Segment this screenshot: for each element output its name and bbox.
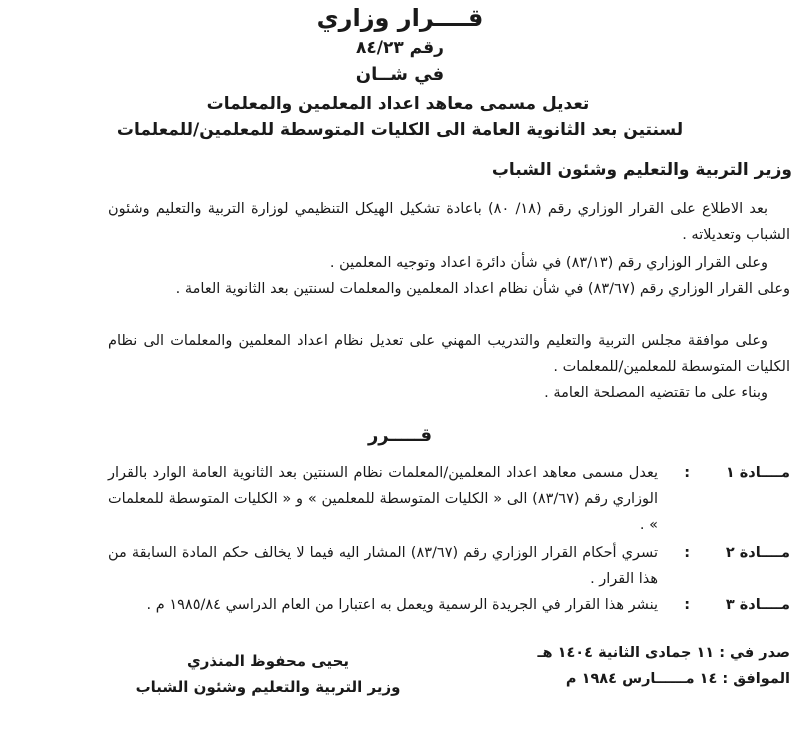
article-3-label: مــــادة ٣	[725, 597, 790, 613]
preamble-paragraph-2: وعلى القرار الوزاري رقم (٨٣/١٣) في شأن دائرة اعداد وتوجيه المعلمين .	[329, 255, 768, 271]
article-1-label: مــــادة ١	[725, 465, 790, 481]
article-1-separator: :	[684, 465, 690, 481]
article-2-label: مــــادة ٢	[725, 545, 790, 561]
article-1	[108, 460, 790, 538]
regarding-label: في شــان	[355, 64, 445, 85]
preamble-paragraph-3: وعلى القرار الوزاري رقم (٨٣/٦٧) في شأن نظام اعداد المعلمين والمعلمات لسنتين بعد الثانوية العامة .	[175, 281, 790, 297]
article-2	[108, 540, 790, 592]
signatory-name: يحيى محفوظ المنذري	[186, 652, 350, 670]
issue-date-block	[460, 640, 790, 692]
signatory-title: وزير التربية والتعليم وشئون الشباب	[135, 678, 401, 696]
article-2-text: تسري أحكام القرار الوزاري رقم (٨٣/٦٧) المشار اليه فيما لا يخالف حكم المادة السابقة من هذا القرار .	[108, 545, 658, 587]
decision-number: رقم ٨٤/٢٣	[356, 38, 444, 58]
issue-date-gregorian: الموافق : ١٤ مــــــارس ١٩٨٤ م	[565, 671, 790, 687]
signature-block	[118, 648, 418, 700]
document-title: قــــرار وزاري	[316, 4, 484, 32]
preamble-paragraph-1: بعد الاطلاع على القرار الوزاري رقم (١٨/ ٨٠) باعادة تشكيل الهيكل التنظيمي لوزارة التربية والتعليم وشئون الشباب وتعديلاته .	[108, 201, 790, 243]
issuer-heading: وزير التربية والتعليم وشئون الشباب	[491, 160, 792, 180]
subject-line-1: تعديل مسمى معاهد اعداد المعلمين والمعلمات	[206, 94, 590, 114]
article-3-text: ينشر هذا القرار في الجريدة الرسمية ويعمل به اعتبارا من العام الدراسي ١٩٨٥/٨٤ م .	[146, 597, 658, 613]
article-3-separator: :	[684, 597, 690, 613]
decides-heading: قـــــرر	[367, 425, 433, 446]
preamble-paragraph-5: وبناء على ما تقتضيه المصلحة العامة .	[544, 385, 768, 401]
article-2-separator: :	[684, 545, 690, 561]
article-1-text: يعدل مسمى معاهد اعداد المعلمين/المعلمات نظام السنتين بعد الثانوية العامة الوارد بالقرار الوزاري رقم (٨٣/٦٧) الى « الكليات المتوسطة للمعلمين » و « الكليات المتوسطة للمعلمات » .	[108, 465, 658, 533]
issue-date-hijri: صدر في : ١١ جمادى الثانية ١٤٠٤ هـ	[537, 645, 790, 661]
subject-line-2: لسنتين بعد الثانوية العامة الى الكليات المتوسطة للمعلمين/للمعلمات	[116, 120, 684, 140]
article-3	[108, 592, 790, 618]
preamble-paragraph-4: وعلى موافقة مجلس التربية والتعليم والتدريب المهني على تعديل نظام اعداد المعلمين والمعلمات الى نظام الكليات المتوسطة للمعلمين/للمعلمات .	[108, 333, 790, 375]
